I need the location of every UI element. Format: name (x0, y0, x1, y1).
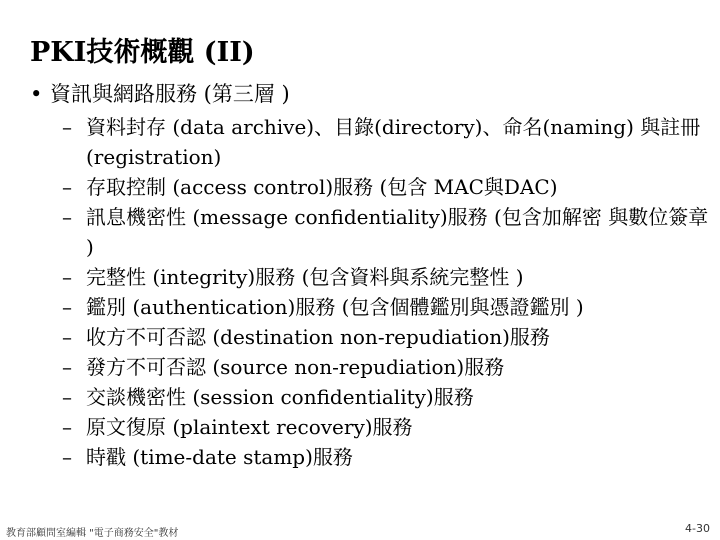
sub-bullet-item (62, 262, 712, 292)
sub-bullet-item (62, 292, 712, 322)
sub-bullet-text: 收方不可否認 (destination non-repudiation)服務 (86, 325, 550, 349)
sub-bullet-item (62, 412, 712, 442)
dash-marker: – (62, 385, 72, 409)
bullet-marker: • (30, 82, 43, 106)
sub-bullet-item (62, 322, 712, 352)
sub-bullet-text: 發方不可否認 (source non-repudiation)服務 (86, 355, 505, 379)
dash-marker: – (62, 205, 72, 229)
sub-bullet-text: 完整性 (integrity)服務 (包含資料與系統完整性 ) (86, 265, 524, 289)
sub-bullet-text: 鑑別 (authentication)服務 (包含個體鑑別與憑證鑑別 ) (86, 295, 584, 319)
sub-bullet-text: 原文復原 (plaintext recovery)服務 (86, 415, 413, 439)
sub-bullet-list (62, 112, 712, 472)
dash-marker: – (62, 415, 72, 439)
sub-bullet-item (62, 382, 712, 412)
dash-marker: – (62, 265, 72, 289)
footer-credit: 教育部顧問室編輯 "電子商務安全"教材 (6, 528, 179, 539)
sub-bullet-item (62, 442, 712, 472)
page-number: 4-30 (685, 522, 710, 535)
dash-marker: – (62, 355, 72, 379)
dash-marker: – (62, 175, 72, 199)
sub-bullet-item (62, 352, 712, 382)
sub-bullet-text: 時戳 (time-date stamp)服務 (86, 445, 353, 469)
sub-bullet-text: 存取控制 (access control)服務 (包含 MAC與DAC) (86, 175, 558, 199)
sub-bullet-text: 訊息機密性 (message confidentiality)服務 (包含加解密 與數位簽章 ) (86, 205, 709, 259)
sub-bullet-text: 交談機密性 (session confidentiality)服務 (86, 385, 474, 409)
dash-marker: – (62, 115, 72, 139)
sub-bullet-item (62, 202, 712, 262)
sub-bullet-item (62, 172, 712, 202)
sub-bullet-item (62, 112, 712, 172)
main-bullet (30, 78, 290, 108)
main-bullet-text: 資訊與網路服務 (第三層 ) (50, 82, 290, 106)
dash-marker: – (62, 325, 72, 349)
dash-marker: – (62, 445, 72, 469)
dash-marker: – (62, 295, 72, 319)
slide-title: PKI技術概觀 (II) (30, 37, 255, 68)
sub-bullet-text: 資料封存 (data archive)、目錄(directory)、命名(naming) 與註冊 (registration) (86, 115, 701, 169)
